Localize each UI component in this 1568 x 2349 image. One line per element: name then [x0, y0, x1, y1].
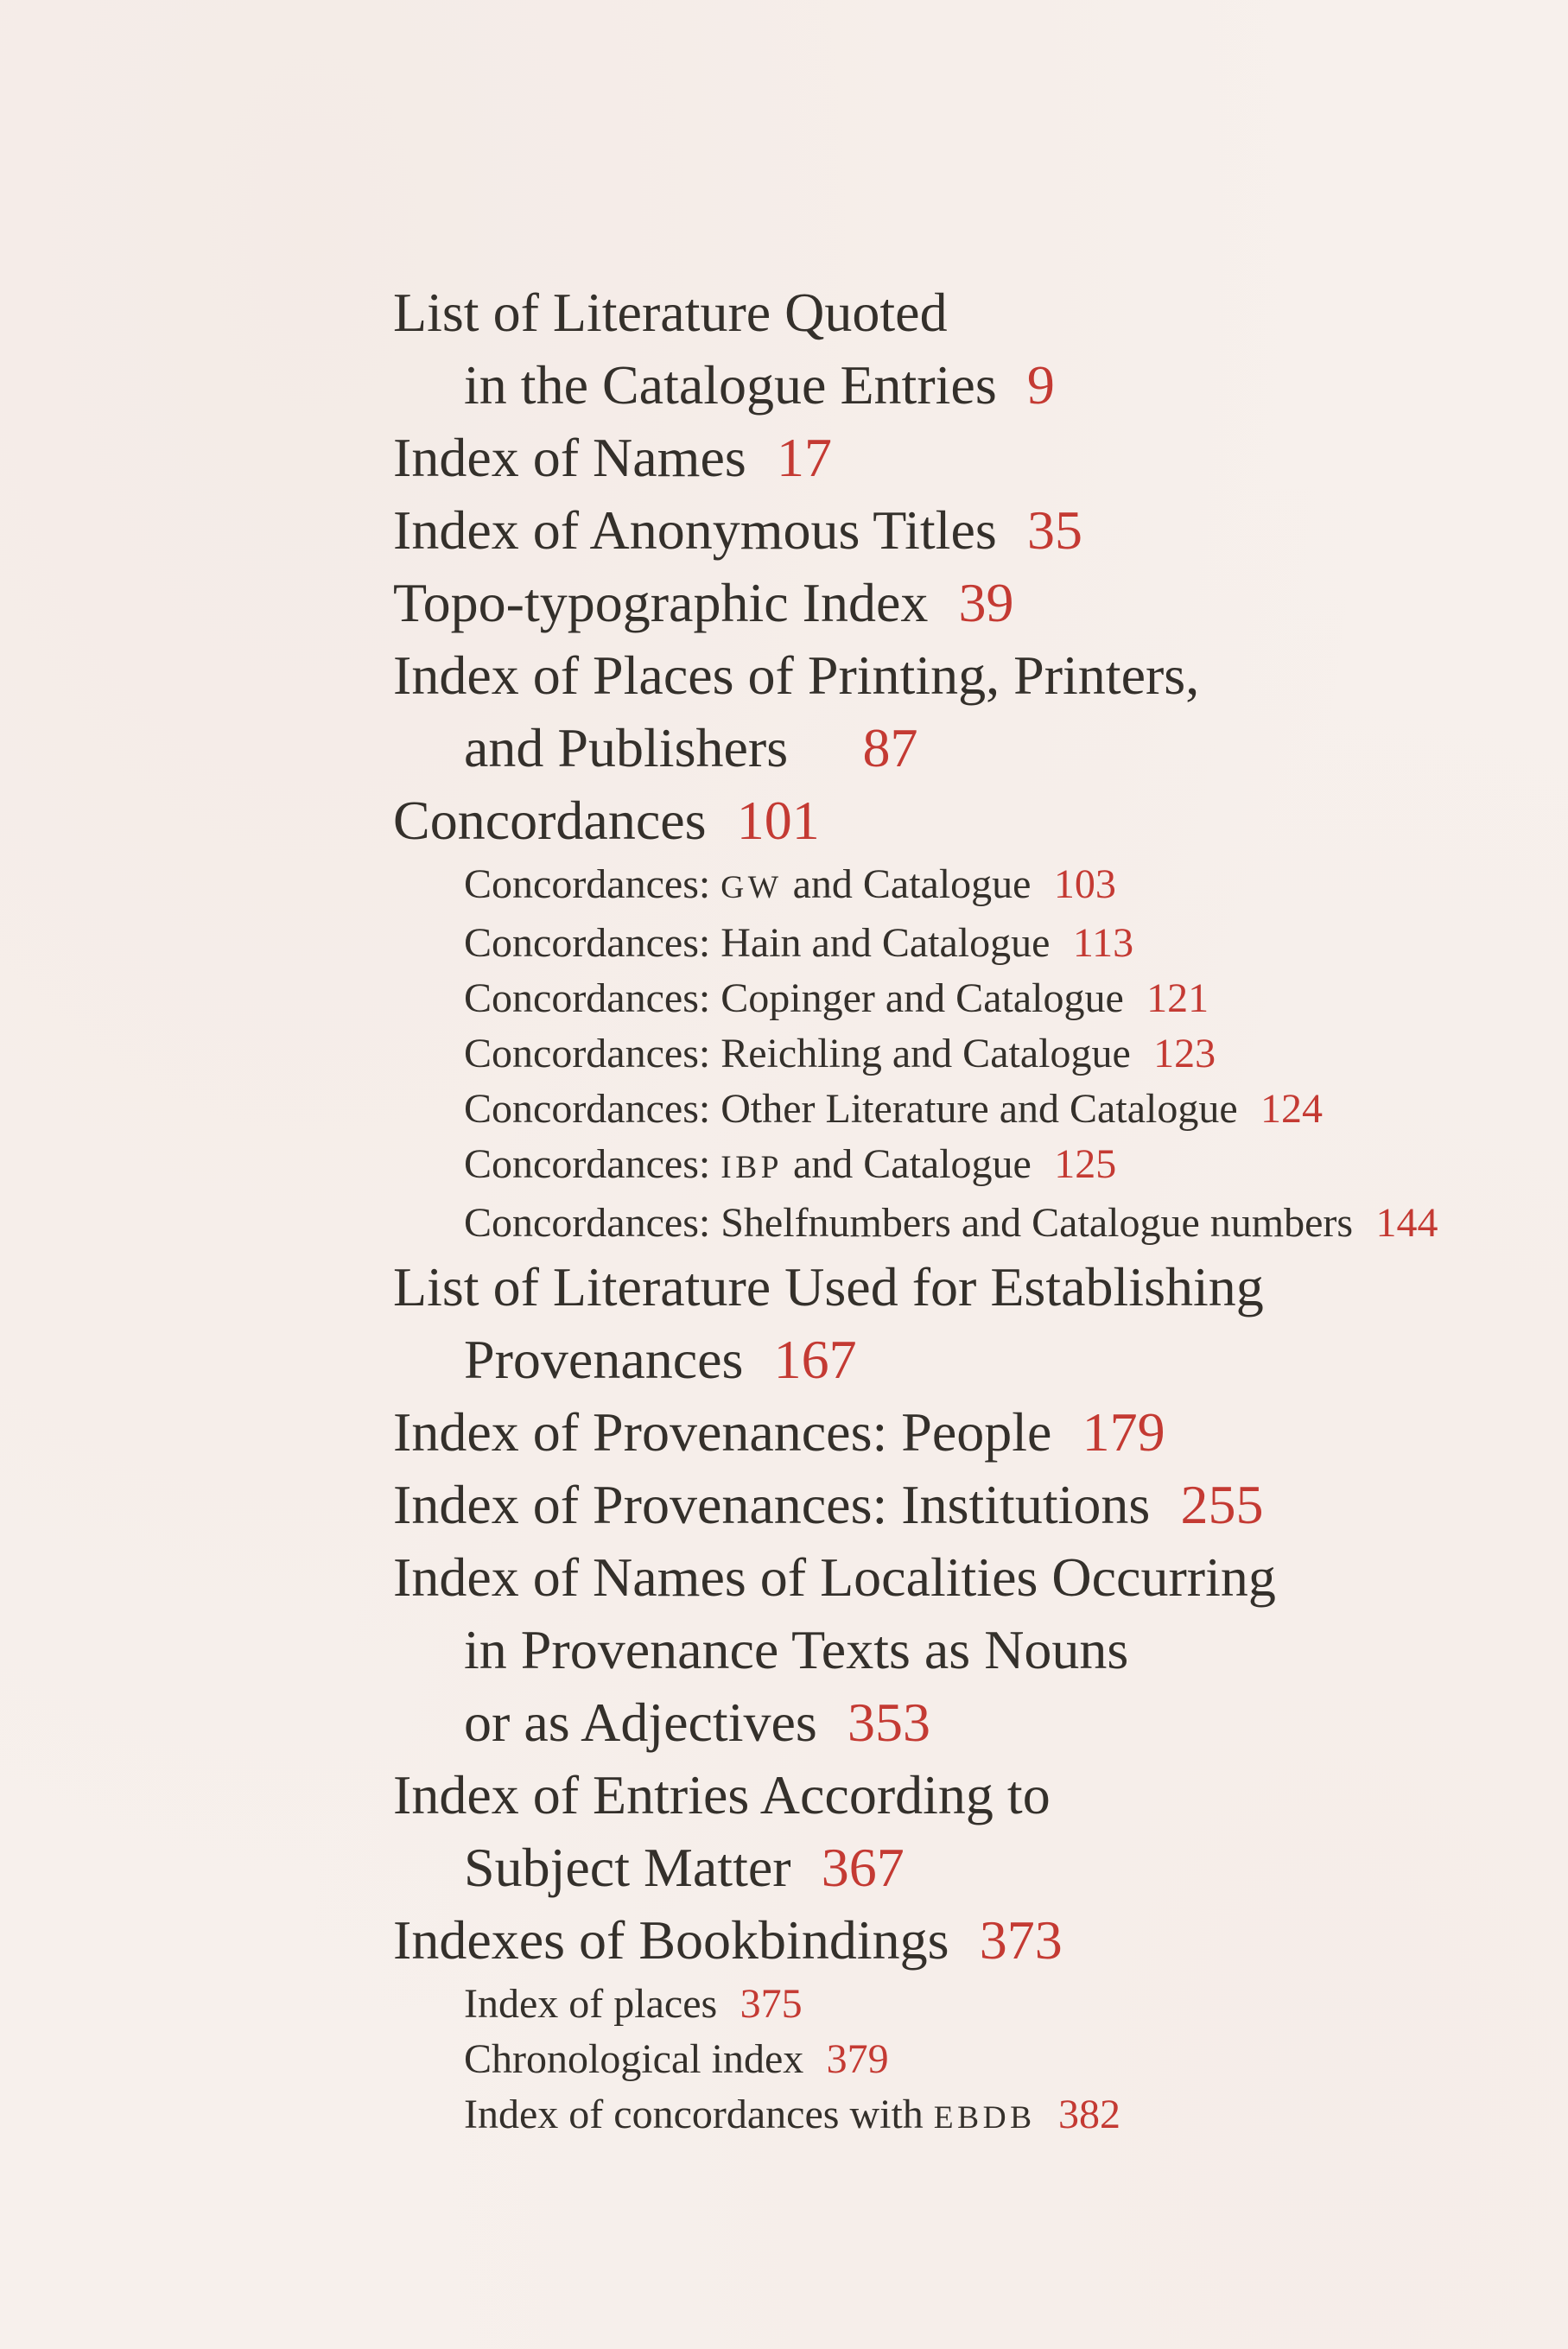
- toc-entry: [393, 1686, 1516, 1759]
- toc-entry-label: [464, 1141, 1032, 1187]
- abbreviation-small-caps: IBP: [721, 1150, 783, 1185]
- abbreviation-small-caps: GW: [721, 870, 783, 905]
- toc-entry: [393, 784, 1516, 857]
- toc-entry-page-number: 35: [1026, 499, 1082, 561]
- toc-entry: [393, 276, 1516, 349]
- toc-entry-label: [464, 1329, 743, 1390]
- toc-entry-label: [393, 1909, 949, 1971]
- toc-entry-label: [393, 427, 746, 488]
- toc-entry-text: Index of Places of Printing, Printers,: [393, 644, 1200, 706]
- toc-entry-text: Subject Matter: [464, 1837, 791, 1898]
- toc-entry: [393, 1541, 1516, 1614]
- toc-entry-text: or as Adjectives: [464, 1692, 817, 1753]
- toc-entry-page-number: 375: [740, 1981, 803, 2027]
- toc-entry-label: [464, 717, 788, 778]
- toc-entry-page-number: 353: [847, 1692, 930, 1753]
- toc-entry-label: [393, 572, 928, 633]
- toc-entry-page-number: 373: [979, 1909, 1063, 1971]
- toc-entry: [393, 349, 1516, 422]
- toc-entry: [393, 1026, 1516, 1082]
- toc-entry-text: and Catalogue: [782, 861, 1032, 907]
- toc-entry: [393, 1137, 1516, 1196]
- toc-entry-page-number: 103: [1053, 861, 1116, 907]
- toc-entry-page-number: 124: [1260, 1086, 1324, 1132]
- toc-entry-label: [464, 920, 1050, 966]
- toc-entry: [393, 2032, 1516, 2087]
- toc-entry-label: [393, 644, 1199, 706]
- toc-entry-text: Index of Provenances: Institutions: [393, 1474, 1151, 1535]
- toc-entry: [393, 916, 1516, 971]
- toc-entry-page-number: 87: [862, 717, 918, 778]
- toc-entry: [393, 1977, 1516, 2032]
- toc-entry: [393, 1469, 1516, 1541]
- toc-entry: [393, 1082, 1516, 1137]
- toc-entry-page-number: 113: [1072, 920, 1134, 966]
- toc-entry-page-number: 125: [1054, 1141, 1117, 1187]
- toc-entry-label: [464, 1086, 1238, 1132]
- toc-entry-label: [464, 1981, 717, 2027]
- toc-entry-text: Index of concordances with: [464, 2092, 934, 2137]
- toc-entry-page-number: 382: [1057, 2092, 1120, 2137]
- toc-entry-page-number: 167: [773, 1329, 857, 1390]
- toc-entry: [393, 422, 1516, 494]
- toc-entry-label: [464, 1031, 1131, 1076]
- toc-entry-page-number: 101: [736, 790, 820, 851]
- toc-entry-page-number: 17: [776, 427, 832, 488]
- toc-entry-page-number: 144: [1375, 1200, 1438, 1246]
- toc-entry: [393, 1832, 1516, 1904]
- toc-entry-text: Index of places: [464, 1981, 718, 2027]
- toc-entry-text: List of Literature Quoted: [393, 282, 948, 343]
- toc-entry-page-number: 179: [1082, 1401, 1165, 1463]
- toc-entry: [393, 1614, 1516, 1686]
- toc-entry-page-number: 379: [826, 2036, 889, 2082]
- toc-entry-text: and Catalogue: [782, 1141, 1032, 1187]
- toc-entry-label: [464, 2036, 803, 2082]
- toc-entry-label: [393, 790, 707, 851]
- toc-entry-label: [393, 499, 997, 561]
- toc-entry-label: [393, 1764, 1051, 1825]
- toc-entry-text: Indexes of Bookbindings: [393, 1909, 949, 1971]
- toc-entry-text: Index of Entries According to: [393, 1764, 1051, 1825]
- toc-entry-text: in Provenance Texts as Nouns: [464, 1619, 1129, 1680]
- toc-entry-text: in the Catalogue Entries: [464, 354, 997, 416]
- toc-entry-text: Concordances: Other Literature and Catalogue: [464, 1086, 1238, 1132]
- toc-entry-text: Concordances: Copinger and Catalogue: [464, 975, 1124, 1021]
- toc-entry-label: [393, 1474, 1150, 1535]
- toc-entry-label: [464, 1837, 791, 1898]
- toc-entry-text: Index of Anonymous Titles: [393, 499, 997, 561]
- toc-entry-text: Index of Names: [393, 427, 746, 488]
- toc-entry-label: [464, 1200, 1353, 1246]
- toc-entry: [393, 2087, 1516, 2146]
- toc-entry-label: [464, 2092, 1036, 2137]
- toc-entry-text: and Publishers: [464, 717, 789, 778]
- toc-entry: [393, 857, 1516, 916]
- toc-entry: [393, 1324, 1516, 1396]
- toc-entry-text: Concordances:: [464, 1141, 721, 1187]
- toc-entry: [393, 1396, 1516, 1469]
- toc-entry-label: [393, 1401, 1051, 1463]
- toc-entry: [393, 1251, 1516, 1324]
- toc-entry-page-number: 39: [958, 572, 1014, 633]
- toc-entry-text: Concordances: Hain and Catalogue: [464, 920, 1051, 966]
- toc-entry-text: Topo-typographic Index: [393, 572, 929, 633]
- toc-entry-label: [393, 282, 948, 343]
- toc-entry: [393, 494, 1516, 567]
- toc-entry-page-number: 9: [1026, 354, 1055, 416]
- toc-entry: [393, 567, 1516, 639]
- toc-entry: [393, 1759, 1516, 1832]
- toc-entry-page-number: 121: [1146, 975, 1209, 1021]
- toc-entry: [393, 712, 1516, 784]
- toc-entry-label: [393, 1256, 1264, 1317]
- toc-entry-label: [464, 1619, 1128, 1680]
- toc-entry-text: Concordances:: [464, 861, 721, 907]
- toc-entry-label: [464, 861, 1031, 907]
- toc-entry: [393, 639, 1516, 712]
- toc-entry-text: Chronological index: [464, 2036, 804, 2082]
- toc-entry: [393, 1196, 1516, 1251]
- toc-entry-text: Provenances: [464, 1329, 744, 1390]
- toc-entry-page-number: 255: [1180, 1474, 1264, 1535]
- toc-entry-text: Concordances: Shelfnumbers and Catalogue numbers: [464, 1200, 1354, 1246]
- toc-entry-text: Concordances: [393, 790, 707, 851]
- toc-entry-text: Index of Names of Localities Occurring: [393, 1546, 1276, 1608]
- toc-entry-label: [393, 1546, 1276, 1608]
- toc-entry-text: List of Literature Used for Establishing: [393, 1256, 1264, 1317]
- toc-entry-label: [464, 975, 1124, 1021]
- toc-entry-page-number: 367: [821, 1837, 905, 1898]
- toc-entry-page-number: 123: [1153, 1031, 1216, 1076]
- toc-entry-text: Concordances: Reichling and Catalogue: [464, 1031, 1131, 1076]
- toc-entry-label: [464, 354, 997, 416]
- toc-entry-text: Index of Provenances: People: [393, 1401, 1052, 1463]
- abbreviation-small-caps: EBDB: [933, 2100, 1036, 2136]
- toc-entry-label: [464, 1692, 817, 1753]
- toc-entry: [393, 971, 1516, 1026]
- toc-entry: [393, 1904, 1516, 1977]
